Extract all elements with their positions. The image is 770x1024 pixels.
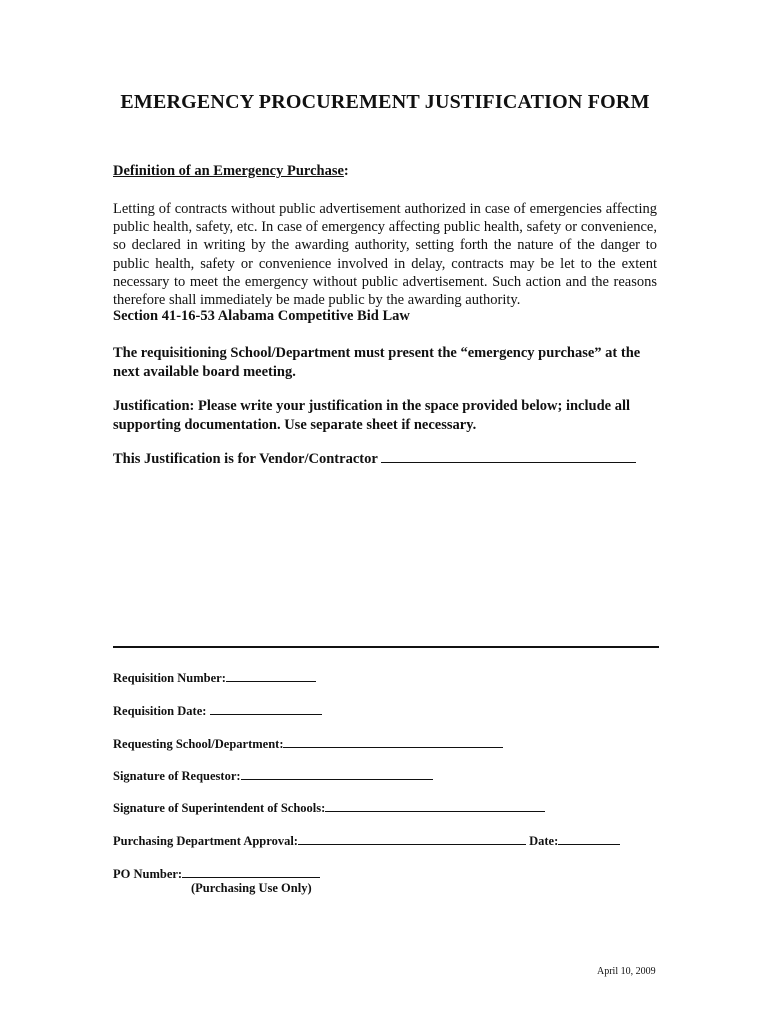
requesting-dept-input[interactable] <box>283 735 503 748</box>
purchasing-approval-row <box>113 832 620 849</box>
signature-requestor-label: Signature of Requestor: <box>113 769 241 783</box>
signature-requestor-input[interactable] <box>241 767 433 780</box>
po-number-label: PO Number: <box>113 867 183 881</box>
form-title: EMERGENCY PROCUREMENT JUSTIFICATION FORM <box>120 91 650 113</box>
requesting-dept-row <box>113 735 503 752</box>
requisition-number-label: Requisition Number: <box>113 671 226 685</box>
signature-superintendent-row <box>113 799 545 816</box>
definition-heading <box>113 163 349 180</box>
purchasing-approval-input[interactable] <box>298 832 526 845</box>
po-number-input[interactable] <box>182 865 320 878</box>
po-number-row <box>113 865 320 882</box>
vendor-line <box>113 450 636 468</box>
requisition-number-row <box>113 669 316 686</box>
requisitioning-instruction: The requisitioning School/Department must present the “emergency purchase” at the next available board meeting. <box>113 345 641 380</box>
requesting-dept-label: Requesting School/Department: <box>113 737 284 751</box>
purchasing-use-note: (Purchasing Use Only) <box>191 881 312 895</box>
approval-date-input[interactable] <box>558 832 620 845</box>
requisition-number-input[interactable] <box>226 669 316 682</box>
section-reference: Section 41-16-53 Alabama Competitive Bid Law <box>113 308 410 324</box>
justification-instruction: Justification: Please write your justification in the space provided below; include all supporting documentation. Use separate sheet if necessary. <box>113 398 631 433</box>
requisition-date-input[interactable] <box>210 702 322 715</box>
signature-superintendent-label: Signature of Superintendent of Schools: <box>113 801 326 815</box>
vendor-input[interactable] <box>381 450 636 463</box>
definition-heading-colon: : <box>343 163 349 179</box>
requisition-date-row <box>113 702 322 719</box>
definition-heading-text: Definition of an Emergency Purchase <box>113 163 344 179</box>
purchasing-approval-label: Purchasing Department Approval: <box>113 834 298 848</box>
vendor-label: This Justification is for Vendor/Contractor <box>113 451 378 467</box>
section-divider <box>113 646 659 648</box>
signature-superintendent-input[interactable] <box>325 799 545 812</box>
signature-requestor-row <box>113 767 433 784</box>
footer-date: April 10, 2009 <box>597 966 656 977</box>
requisition-date-label: Requisition Date: <box>113 704 207 718</box>
approval-date-label: Date: <box>529 834 559 848</box>
definition-body: Letting of contracts without public advertisement authorized in case of emergencies affecting public health, safety, etc. In case of emergency affecting public health, safety or convenience, so declared in writing by the awarding authority, setting forth the nature of the danger to public health, safety or convenience involved in delay, contracts may be let to the extent necessary to meet the emergency without public advertisement. Such action and the reasons therefore shall immediately be made public by the awarding authority. <box>113 201 657 309</box>
